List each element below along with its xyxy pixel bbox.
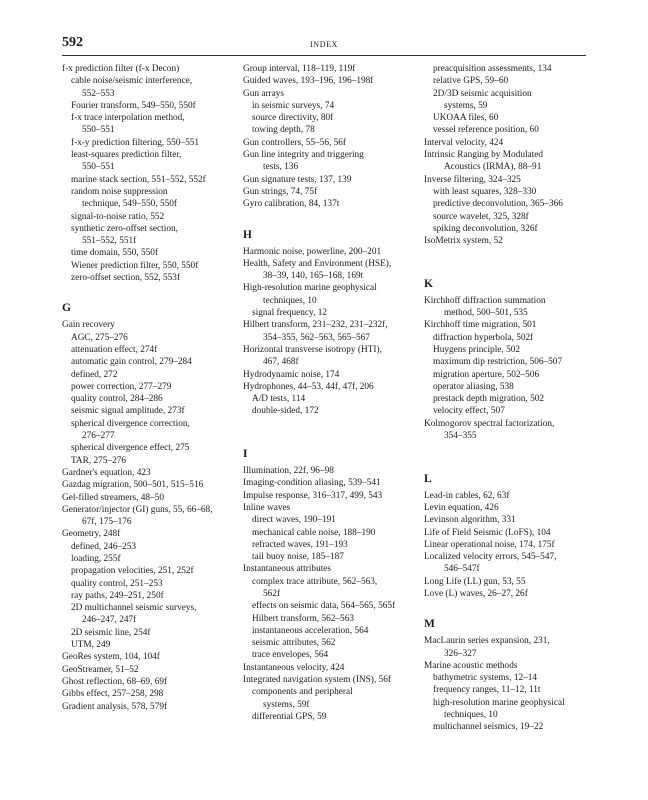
index-entry: Inline waves <box>243 502 291 513</box>
index-continuation: technique, 549–550, 550f <box>82 199 178 210</box>
index-subentry: direct waves, 190–191 <box>252 515 336 526</box>
index-entry: Long Life (LL) gun, 53, 55 <box>424 576 526 587</box>
index-entry: GeoStreamer, 51–52 <box>62 664 139 675</box>
index-subentry: bathymetric systems, 12–14 <box>433 673 538 684</box>
index-entry: Health, Safety and Environment (HSE), <box>243 258 392 269</box>
index-entry: Geometry, 248f <box>62 529 121 540</box>
index-subentry: synthetic zero-offset section, <box>71 223 178 234</box>
index-entry: Instantaneous velocity, 424 <box>243 662 345 673</box>
index-entry: Harmonic noise, powerline, 200–201 <box>243 246 382 257</box>
index-continuation: 326–327 <box>444 648 477 659</box>
index-entry: Horizontal transverse isotropy (HTI), <box>243 344 382 355</box>
index-entry: f-x prediction filter (f-x Decon) <box>62 64 180 74</box>
index-entry: Gain recovery <box>62 320 115 331</box>
index-subentry: predictive deconvolution, 365–366 <box>433 199 563 210</box>
index-subentry: UKOAA files, 60 <box>433 113 499 124</box>
index-subentry: multichannel seismics, 19–22 <box>433 722 544 733</box>
index-subentry: operator aliasing, 538 <box>433 381 514 392</box>
index-entry: Gun controllers, 55–56, 56f <box>243 137 347 148</box>
index-subentry: automatic gain control, 279–284 <box>71 357 192 368</box>
index-subentry: signal frequency, 12 <box>252 308 328 319</box>
index-subentry: instantaneous acceleration, 564 <box>252 625 369 636</box>
spacer <box>424 247 594 259</box>
index-continuation: Acoustics (IRMA), 88–91 <box>444 162 542 173</box>
index-subentry: zero-offset section, 552, 553f <box>71 273 181 284</box>
index-entry: Integrated navigation system (INS), 56f <box>243 675 391 686</box>
index-subentry: cable noise/seismic interference, <box>71 76 193 87</box>
index-subentry: Huygens principle, 502 <box>433 344 521 355</box>
index-entry: Gun line integrity and triggering <box>243 150 364 161</box>
index-entry: Gun strings, 74, 75f <box>243 186 318 197</box>
index-subentry: complex trace attribute, 562–563, <box>252 576 378 587</box>
index-entry: Gun signature tests, 137, 139 <box>243 174 352 185</box>
index-subentry: in seismic surveys, 74 <box>252 100 335 111</box>
index-subentry: AGC, 275–276 <box>71 332 128 343</box>
index-entry: Gel-filled streamers, 48–50 <box>62 492 164 503</box>
index-subentry: maximum dip restriction, 506–507 <box>433 357 563 368</box>
index-continuation: 354–355, 562–563, 565–567 <box>263 332 370 343</box>
index-subentry: time domain, 550, 550f <box>71 248 159 259</box>
index-subentry: random noise suppression <box>71 186 168 197</box>
header-rule <box>62 55 586 56</box>
index-subentry: refracted waves, 191–193 <box>252 539 348 550</box>
page-number: 592 <box>62 35 83 50</box>
index-subentry: loading, 255f <box>71 553 121 564</box>
index-subentry: tail buoy noise, 185–187 <box>252 552 344 563</box>
index-entry: Gun arrays <box>243 88 285 99</box>
index-entry: Gazdag migration, 500–501, 515–516 <box>62 480 204 491</box>
index-entry: Ghost reflection, 68–69, 69f <box>62 676 168 687</box>
index-subentry: f-x-y prediction filtering, 550–551 <box>71 137 200 148</box>
index-subentry: frequency ranges, 11–12, 11t <box>433 685 541 696</box>
index-subentry: high-resolution marine geophysical <box>433 697 565 708</box>
index-continuation: systems, 59f <box>263 699 310 710</box>
index-entry: Gibbs effect, 257–258, 298 <box>62 689 164 700</box>
index-subentry: seismic attributes, 562 <box>252 638 336 649</box>
index-subentry: differential GPS, 59 <box>252 711 327 722</box>
spacer <box>424 442 594 454</box>
section-letter: G <box>62 302 71 315</box>
section-letter: H <box>243 228 252 241</box>
index-column-1 <box>62 63 238 713</box>
index-subentry: marine stack section, 551–552, 552f <box>71 174 206 185</box>
index-subentry: mechanical cable noise, 188–190 <box>252 527 376 538</box>
index-continuation: 546–547f <box>444 564 480 575</box>
index-entry: GeoRes system, 104, 104f <box>62 652 160 663</box>
index-entry: Linear operational noise, 174, 175f <box>424 539 555 550</box>
index-continuation: 552–553 <box>82 88 115 99</box>
index-entry: Impulse response, 316–317, 499, 543 <box>243 490 383 501</box>
index-subentry: trace envelopes, 564 <box>252 650 329 661</box>
index-entry: Levinson algorithm, 331 <box>424 515 516 526</box>
index-continuation: 67f, 175–176 <box>82 517 132 528</box>
index-entry: Inverse filtering, 324–325 <box>424 174 521 185</box>
index-entry: Marine acoustic methods <box>424 660 518 671</box>
index-subentry: A/D tests, 114 <box>252 394 306 405</box>
index-entry: Intrinsic Ranging by Modulated <box>424 150 544 161</box>
index-subentry: quality control, 251–253 <box>71 578 163 589</box>
index-entry: Localized velocity errors, 545–547, <box>424 552 557 563</box>
index-continuation: 467, 468f <box>263 357 299 368</box>
index-continuation: systems, 59 <box>444 100 488 111</box>
index-continuation: tests, 136 <box>263 162 299 173</box>
index-entry: Lead-in cables, 62, 63f <box>424 490 510 501</box>
index-continuation: 550–551 <box>82 125 115 136</box>
index-subentry: preacquisition assessments, 134 <box>433 64 552 74</box>
index-entry: Gardner's equation, 423 <box>62 467 151 478</box>
index-subentry: components and peripheral <box>252 687 353 698</box>
index-continuation: techniques, 10 <box>444 710 498 721</box>
section-letter: I <box>243 448 248 461</box>
index-entry: Illumination, 22f, 96–98 <box>243 466 334 477</box>
index-subentry: least-squares prediction filter, <box>71 150 182 161</box>
index-subentry: attenuation effect, 274f <box>71 344 158 355</box>
index-subentry: relative GPS, 59–60 <box>433 76 509 87</box>
index-entry: Kirchhoff diffraction summation <box>424 295 546 306</box>
index-entry: Guided waves, 193–196, 196–198f <box>243 76 374 87</box>
index-continuation: 38–39, 140, 165–168, 169t <box>263 271 364 282</box>
index-entry: Group interval, 118–119, 119f <box>243 64 356 74</box>
index-subentry: spiking deconvolution, 326f <box>433 223 538 234</box>
index-subentry: 2D seismic line, 254f <box>71 627 151 638</box>
index-entry: Kirchhoff time migration, 501 <box>424 320 537 331</box>
index-continuation: method, 500–501, 535 <box>444 308 528 319</box>
index-continuation: 550–551 <box>82 162 115 173</box>
index-subentry: f-x trace interpolation method, <box>71 113 185 124</box>
index-entry: Gyro calibration, 84, 137t <box>243 199 340 210</box>
index-subentry: defined, 246–253 <box>71 541 137 552</box>
index-subentry: spherical divergence effect, 275 <box>71 443 190 454</box>
index-entry: Interval velocity, 424 <box>424 137 504 148</box>
index-subentry: with least squares, 328–330 <box>433 186 537 197</box>
index-entry: Life of Field Seismic (LoFS), 104 <box>424 527 551 538</box>
index-continuation: 551–552, 551f <box>82 236 137 247</box>
index-subentry: migration aperture, 502–506 <box>433 369 540 380</box>
running-head: INDEX <box>310 40 338 49</box>
index-subentry: towing depth, 78 <box>252 125 315 136</box>
index-subentry: quality control, 284–286 <box>71 394 163 405</box>
index-entry: Hydrodynamic noise, 174 <box>243 369 340 380</box>
index-subentry: seismic signal amplitude, 273f <box>71 406 185 417</box>
index-entry: Gradient analysis, 578, 579f <box>62 701 168 712</box>
index-continuation: 354–355 <box>444 431 477 442</box>
index-subentry: power correction, 277–279 <box>71 381 172 392</box>
index-continuation: 562f <box>263 588 281 599</box>
index-column-3 <box>424 63 594 734</box>
index-entry: Hilbert transform, 231–232, 231–232f, <box>243 320 388 331</box>
index-subentry: source directivity, 80f <box>252 113 334 124</box>
index-subentry: spherical divergence correction, <box>71 418 190 429</box>
index-subentry: vessel reference position, 60 <box>433 125 539 136</box>
index-subentry: double-sided, 172 <box>252 406 319 417</box>
section-letter: L <box>424 472 432 485</box>
index-continuation: 246–247, 247f <box>82 615 137 626</box>
index-subentry: Fourier transform, 549–550, 550f <box>71 100 196 111</box>
section-letter: M <box>424 618 435 631</box>
index-subentry: TAR, 275–276 <box>71 455 127 466</box>
index-entry: Love (L) waves, 26–27, 26f <box>424 588 528 599</box>
index-subentry: defined, 272 <box>71 369 118 380</box>
index-continuation: techniques, 10 <box>263 295 317 306</box>
index-entry: High-resolution marine geophysical <box>243 283 377 294</box>
index-subentry: UTM, 249 <box>71 640 111 651</box>
index-subentry: ray paths, 249–251, 250f <box>71 590 164 601</box>
section-letter: K <box>424 277 433 290</box>
index-entry: Levin equation, 426 <box>424 502 499 513</box>
index-entry: MacLaurin series expansion, 231, <box>424 636 550 647</box>
index-subentry: prestack depth migration, 502 <box>433 394 545 405</box>
index-subentry: propagation velocities, 251, 252f <box>71 566 194 577</box>
spacer <box>243 418 419 430</box>
index-entry: Generator/injector (GI) guns, 55, 66–68, <box>62 504 213 515</box>
index-subentry: Hilbert transform, 562–563 <box>252 613 354 624</box>
index-subentry: effects on seismic data, 564–565, 565f <box>252 601 396 612</box>
index-entry: Hydrophones, 44–53, 44f, 47f, 206 <box>243 381 374 392</box>
index-subentry: source wavelet, 325, 328f <box>433 211 529 222</box>
index-subentry: 2D multichannel seismic surveys, <box>71 603 197 614</box>
index-subentry: signal-to-noise ratio, 552 <box>71 211 165 222</box>
index-subentry: velocity effect, 507 <box>433 406 505 417</box>
index-entry: Kolmogorov spectral factorization, <box>424 418 555 429</box>
index-subentry: Wiener prediction filter, 550, 550f <box>71 260 199 271</box>
index-entry: IsoMetrix system, 52 <box>424 236 503 247</box>
index-continuation: 276–277 <box>82 431 115 442</box>
index-entry: Imaging-condition aliasing, 539–541 <box>243 478 381 489</box>
index-subentry: diffraction hyperbola, 502f <box>433 332 534 343</box>
index-column-2 <box>243 63 419 723</box>
index-subentry: 2D/3D seismic acquisition <box>433 88 532 99</box>
index-entry: Instantaneous attributes <box>243 564 332 575</box>
